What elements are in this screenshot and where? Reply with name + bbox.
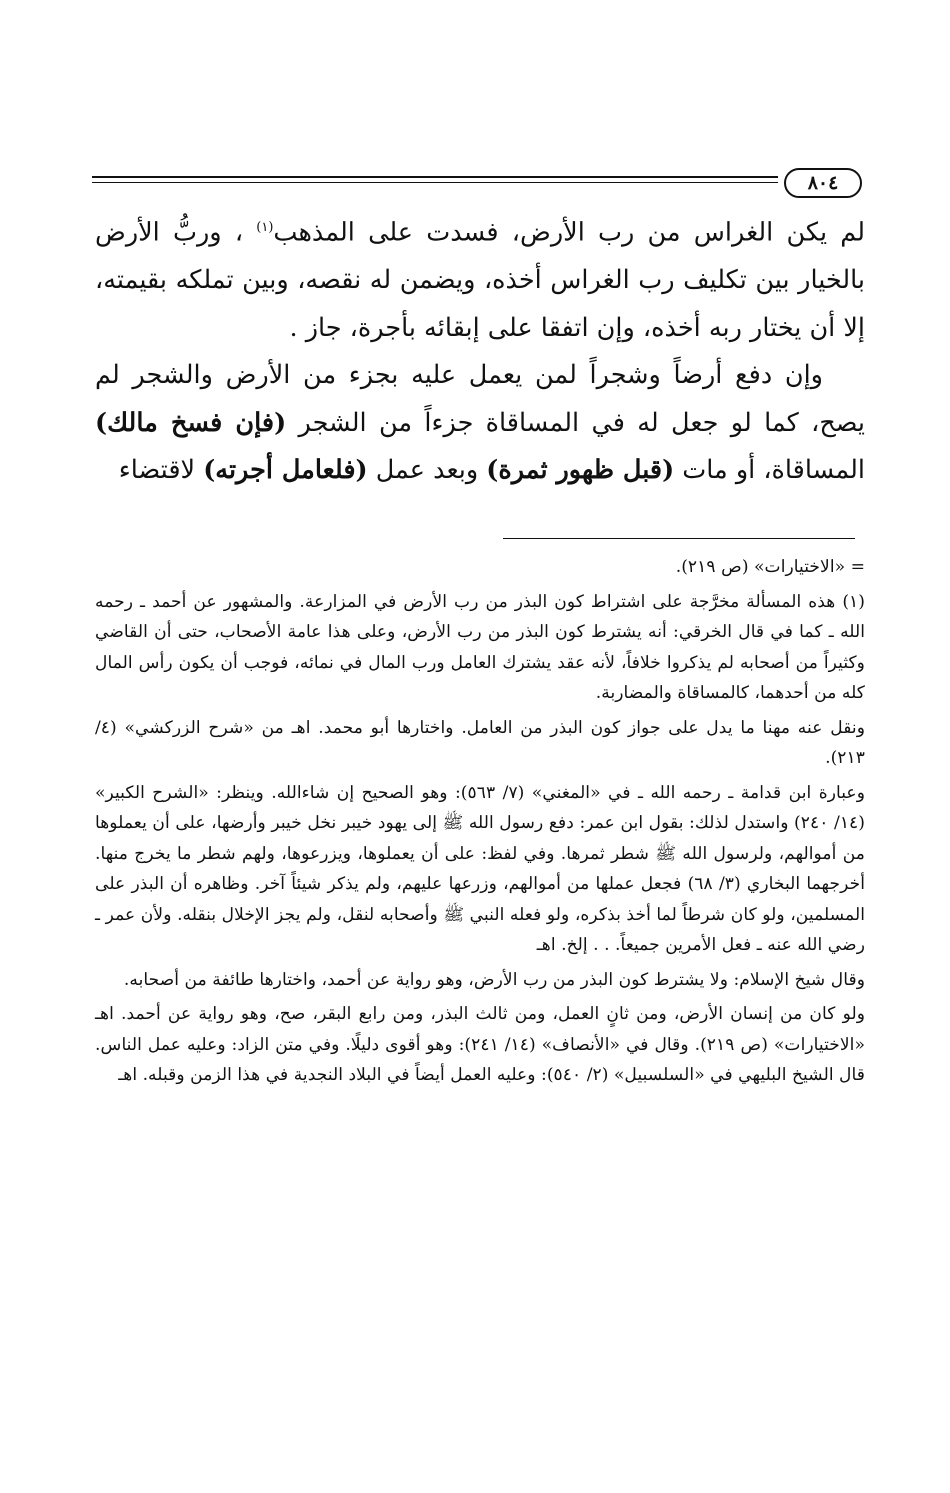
- bold-phrase: (فلعامل أجرته): [203, 455, 368, 485]
- footnote-paragraph: وقال شيخ الإسلام: ولا يشترط كون البذر من رب الأرض، وهو رواية عن أحمد، واختارها طائفة من أصحابه.: [123, 969, 865, 990]
- footnote-ref[interactable]: (١): [256, 220, 274, 235]
- footnote-paragraph: = «الاختيارات» (ص ٢١٩).: [675, 557, 865, 577]
- page-header: [92, 168, 862, 204]
- header-rule-thin: [92, 182, 778, 183]
- footnote-paragraph: ولو كان من إنسان الأرض، ومن ثانٍ العمل، ومن ثالث البذر، ومن رابع البقر، صح، وهو رواية عن أحمد. اهـ «الاختيارات» (ص ٢١٩). وقال في «الأنصاف» (١٤/ ٢٤١): وهو أقوى دليلًا. وفي متن الزاد: وعليه عمل الناس. قال الشيخ البليهي في «السلسبيل» (٢/ ٥٤٠): وعليه العمل أيضاً في البلاد النجدية في هذا الزمن وقبله. اهـ: [95, 1004, 865, 1085]
- footnotes: [95, 552, 865, 1095]
- footnote-paragraph: (١) هذه المسألة مخرَّجة على اشتراط كون البذر من رب الأرض في المزارعة. والمشهور عن أحمد ـ رحمه الله ـ كما في قال الخرقي: أنه يشترط كون البذر من رب الأرض، وعلى هذا عامة الأصحاب، حتى أن القاضي وكثيراً من أصحابه لم يذكروا خلافاً، لأنه عقد يشترك العامل ورب المال في نمائه، فوجب أن يكون رأس المال كله من أحدهما، كالمساقاة والمضاربة.: [95, 591, 865, 703]
- page-number: ٨٠٤: [784, 168, 862, 198]
- footnote-paragraph: ونقل عنه مهنا ما يدل على جواز كون البذر من العامل. واختارها أبو محمد. اهـ من «شرح الزركشي» (٤/ ٢١٣).: [95, 717, 865, 768]
- header-rule: [92, 176, 778, 178]
- bold-phrase: (فإن فسخ مالك): [95, 407, 287, 438]
- bold-phrase: (قبل ظهور ثمرة): [486, 455, 675, 485]
- footnote-paragraph: وعبارة ابن قدامة ـ رحمه الله ـ في «المغني» (٧/ ٥٦٣): وهو الصحيح إن شاءالله. وينظر: «الشرح الكبير» (١٤/ ٢٤٠) واستدل لذلك: بقول ابن عمر: دفع رسول الله ﷺ إلى يهود خيبر نخل خيبر وأرضها، على أن يعملوها من أموالهم، ولرسول الله ﷺ شطر ثمرها. وفي لفظ: على أن يعملوها، ويزرعوها، ولهم شطر ما يخرج منها. أخرجهما البخاري (٣/ ٦٨) فجعل عملها من أموالهم، وزرعها عليهم، ولم يذكر شيئاً آخر. وظاهره أن البذر على المسلمين، ولو كان شرطاً لما أخذ بذكره، ولو فعله النبي ﷺ وأصحابه لنقل، ولم يجز الإخلال بنقله. ولأن عمر ـ رضي الله عنه ـ فعل الأمرين جميعاً. . . إلخ. اهـ: [95, 782, 865, 955]
- main-paragraph-2: وإن دفع أرضاً وشجراً لمن يعمل عليه بجزء من الأرض والشجر لم يصح، كما لو جعل له في المساقاة جزءاً من الشجر (فإن فسخ مالك) المساقاة، أو مات (قبل ظهور ثمرة) وبعد عمل (فلعامل أجرته) لاقتضاء: [95, 360, 865, 485]
- main-text: [95, 204, 865, 495]
- main-paragraph-1: لم يكن الغراس من رب الأرض، فسدت على المذهب$^{(١)}$ ، وربُّ الأرض بالخيار بين تكليف رب الغراس أخذه، ويضمن له نقصه، وبين تملكه بقيمته، إلا أن يختار ربه أخذه، وإن اتفقا على إبقائه بأجرة، جاز .: [95, 217, 866, 343]
- footnote-separator: [503, 538, 855, 539]
